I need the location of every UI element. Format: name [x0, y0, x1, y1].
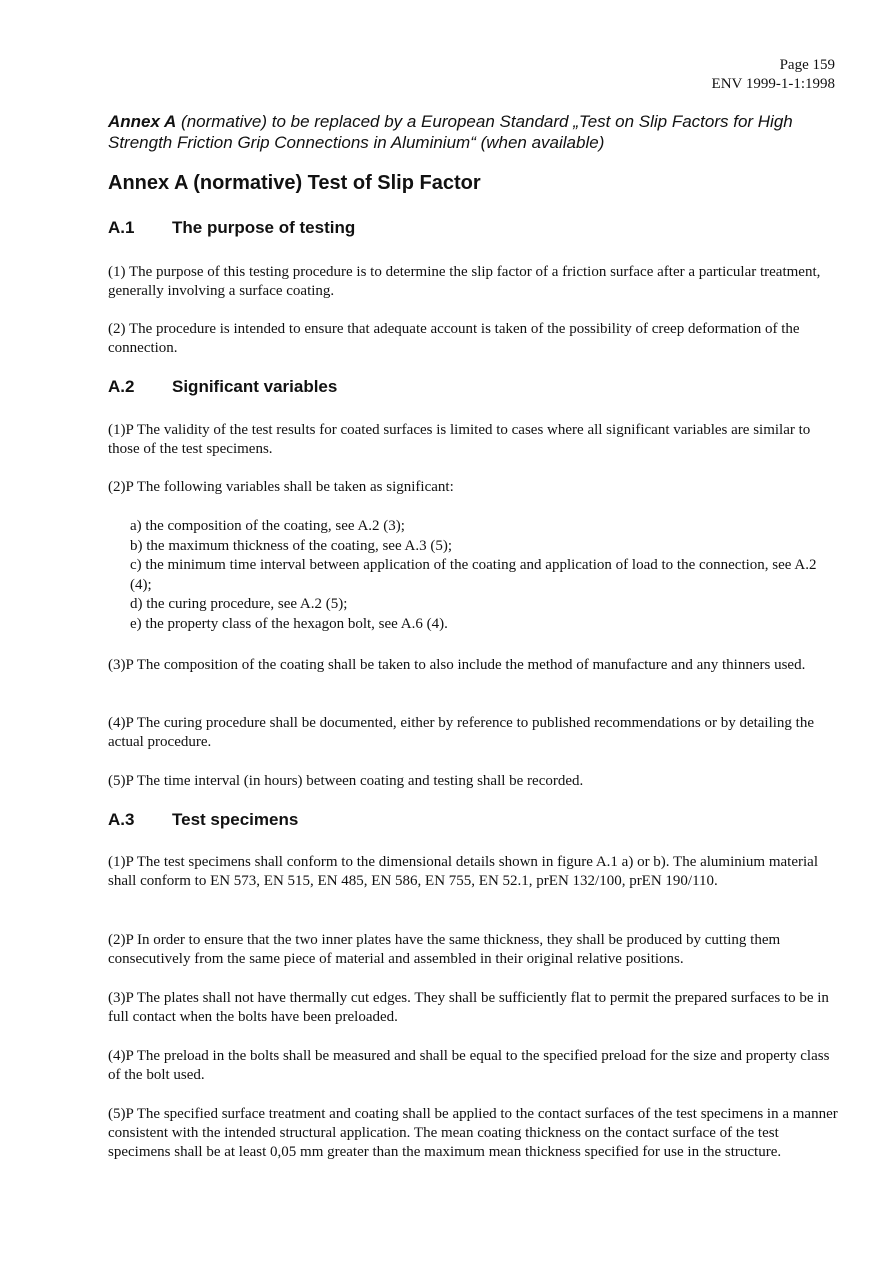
list-item: a) the composition of the coating, see A.2 (3);	[130, 518, 405, 534]
section-title: Test specimens	[172, 810, 299, 829]
page-number: Page 159	[779, 57, 835, 73]
paragraph: (4)P The curing procedure shall be documented, either by reference to published recommendations or by detailing the actual procedure.	[108, 715, 815, 750]
document-code: ENV 1999-1-1:1998	[711, 76, 835, 92]
list-item: c) the minimum time interval between application of the coating and application of load to the connection, see A.2 (4);	[130, 557, 817, 593]
section-title: The purpose of testing	[172, 218, 356, 237]
list-item: e) the property class of the hexagon bolt, see A.6 (4).	[130, 615, 448, 632]
list-item: d) the curing procedure, see A.2 (5);	[130, 596, 348, 612]
paragraph: (3)P The plates shall not have thermally cut edges. They shall be sufficiently flat to permit the prepared surfaces to be in full contact when the bolts have been preloaded.	[108, 990, 829, 1025]
section-title: Significant variables	[172, 377, 338, 396]
paragraph: (5)P The time interval (in hours) between coating and testing shall be recorded.	[108, 773, 584, 789]
paragraph: (4)P The preload in the bolts shall be measured and shall be equal to the specified preload for the size and property class of the bolt used.	[108, 1048, 830, 1083]
paragraph: (1) The purpose of this testing procedure is to determine the slip factor of a friction surface after a particular treatment, generally involving a surface coating.	[108, 264, 821, 299]
annex-note-label: Annex A	[108, 112, 177, 131]
section-heading-a1	[108, 218, 355, 238]
section-number: A.1	[108, 218, 135, 237]
paragraph: (2) The procedure is intended to ensure that adequate account is taken of the possibility of creep deformation of the connection.	[108, 321, 800, 356]
annex-note	[108, 111, 828, 153]
annex-note-text: (normative) to be replaced by a European Standard „Test on Slip Factors for High Strength Friction Grip Connections in Aluminium“ (when available)	[108, 112, 793, 152]
section-number: A.2	[108, 377, 135, 396]
section-heading-a2	[108, 377, 337, 397]
list-item: b) the maximum thickness of the coating, see A.3 (5);	[130, 537, 453, 554]
section-heading-a3	[108, 810, 298, 830]
paragraph: (1)P The test specimens shall conform to the dimensional details shown in figure A.1 a) or b). The aluminium material shall conform to EN 573, EN 515, EN 485, EN 586, EN 755, EN 52.1, prEN 132/100, prEN 190/110.	[108, 854, 818, 889]
paragraph: (1)P The validity of the test results for coated surfaces is limited to cases where all significant variables are similar to those of the test specimens.	[108, 422, 811, 457]
variables-list	[130, 517, 830, 634]
paragraph: (3)P The composition of the coating shall be taken to also include the method of manufacture and any thinners used.	[108, 657, 806, 673]
page-title: Annex A (normative) Test of Slip Factor	[108, 172, 481, 194]
paragraph: (2)P In order to ensure that the two inner plates have the same thickness, they shall be produced by cutting them consecutively from the same piece of material and assembled in their original relative positions.	[108, 932, 781, 967]
page-header	[712, 56, 835, 94]
section-number: A.3	[108, 810, 135, 829]
paragraph: (2)P The following variables shall be taken as significant:	[108, 479, 454, 495]
paragraph: (5)P The specified surface treatment and coating shall be applied to the contact surfaces of the test specimens in a manner consistent with the intended structural application. The mean coating thickness on the contact surface of the test specimens shall be at least 0,05 mm greater than the maximum mean thickness specified for use in the structure.	[108, 1106, 838, 1160]
